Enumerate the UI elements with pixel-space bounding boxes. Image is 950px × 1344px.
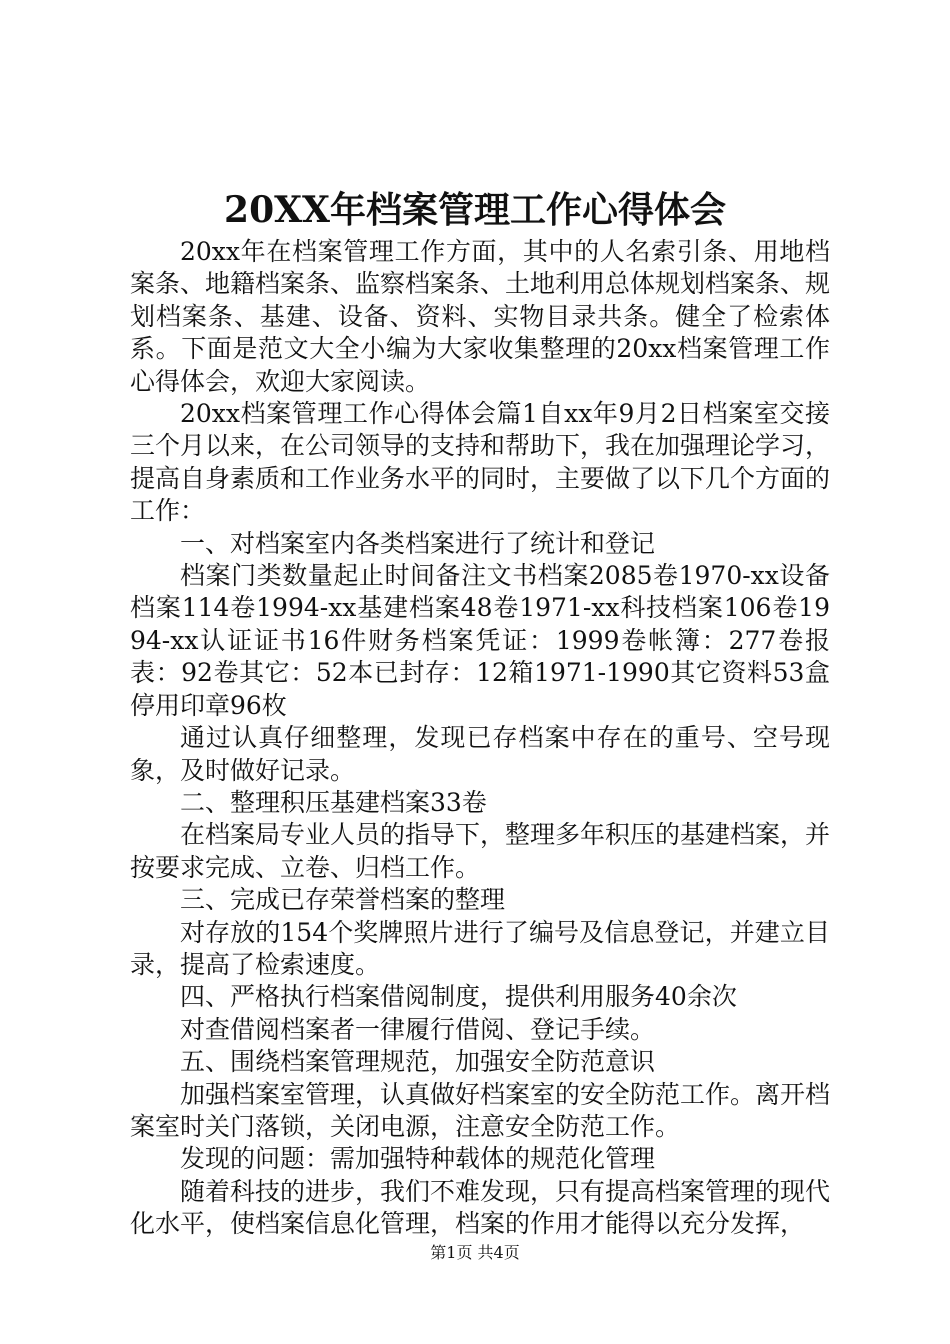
paragraph-borrowing-procedure: 对查借阅档案者一律履行借阅、登记手续。 [180,1014,656,1044]
paragraph-archive-inventory: 档案门类数量起止时间备注文书档案2085卷1970-xx设备档案114卷1994-xx基建档案48卷1971-xx科技档案106卷1994-xx认证证书16件财务档案凭证：1999卷帐簿：277卷报表：92卷其它：52本已封存：12箱1971-1990其它资料53盒停用印章96枚 [130,561,830,720]
section-heading-5: 五、围绕档案管理规范，加强安全防范意识 [180,1047,656,1077]
paragraph-honor-archives: 对存放的154个奖牌照片进行了编号及信息登记，并建立目录，提高了检索速度。 [130,917,830,979]
paragraph-security: 加强档案室管理，认真做好档案室的安全防范工作。离开档案室时关门落锁，关闭电源，注意安全防范工作。 [130,1079,831,1141]
section-heading-2: 二、整理积压基建档案33卷 [180,787,487,817]
document-title: 20XX年档案管理工作心得体会 [224,189,726,231]
paragraph-inventory-findings: 通过认真仔细整理，发现已存档案中存在的重号、空号现象，及时做好记录。 [130,723,830,785]
paragraph-intro: 20xx年在档案管理工作方面，其中的人名索引条、用地档案条、地籍档案条、监察档案条、土地利用总体规划档案条、规划档案条、基建、设备、资料、实物目录共条。健全了检索体系。下面是范文大全小编为大家收集整理的20xx档案管理工作心得体会，欢迎大家阅读。 [130,237,831,396]
page-footer: 第1页 共4页 [430,1243,520,1262]
paragraph-modernization: 随着科技的进步，我们不难发现，只有提高档案管理的现代化水平，使档案信息化管理，档案的作用才能得以充分发挥， [130,1176,831,1239]
section-heading-problems: 发现的问题：需加强特种载体的规范化管理 [180,1144,656,1174]
document-body [130,236,830,1241]
section-heading-3: 三、完成已存荣誉档案的整理 [180,885,506,915]
paragraph-construction-archives: 在档案局专业人员的指导下，整理多年积压的基建档案，并按要求完成、立卷、归档工作。 [130,820,831,882]
section-heading-4: 四、严格执行档案借阅制度，提供利用服务40余次 [180,982,737,1012]
paragraph-article-1-opening: 20xx档案管理工作心得体会篇1自xx年9月2日档案室交接三个月以来，在公司领导的支持和帮助下，我在加强理论学习，提高自身素质和工作业务水平的同时，主要做了以下几个方面的工作： [130,399,831,526]
section-heading-1: 一、对档案室内各类档案进行了统计和登记 [180,528,656,558]
